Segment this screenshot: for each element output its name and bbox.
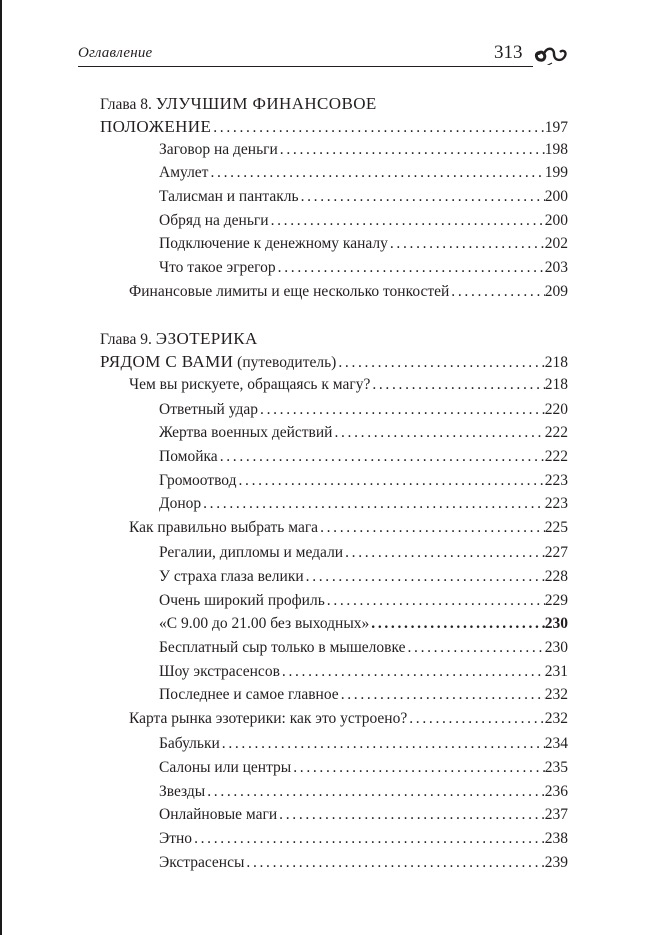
page-ref: 232 — [544, 686, 568, 703]
toc-entry[interactable] — [159, 424, 568, 446]
toc-entry[interactable] — [159, 806, 568, 828]
page-ref: 222 — [544, 448, 568, 465]
toc-entry[interactable] — [159, 544, 568, 566]
entry-title: Этно — [159, 830, 193, 847]
chapter-title-cont: ПОЛОЖЕНИЕ — [100, 117, 212, 136]
dot-leader — [276, 259, 545, 277]
dot-leader — [304, 568, 545, 586]
page-ref: 209 — [544, 283, 568, 300]
dot-leader — [449, 283, 544, 301]
section-title: Чем вы рискуете, обращаясь к магу? — [129, 376, 371, 393]
section-title: Как правильно выбрать мага — [129, 519, 319, 536]
dot-leader — [336, 354, 544, 372]
toc-entry[interactable] — [159, 259, 568, 281]
dot-leader — [277, 806, 545, 824]
dot-leader — [370, 376, 544, 394]
running-head — [78, 40, 578, 72]
toc-entry-highlighted[interactable] — [159, 615, 568, 637]
entry-title: Донор — [159, 495, 202, 512]
page-ref: 227 — [544, 544, 568, 561]
chapter-heading-line1 — [100, 94, 568, 116]
toc-section[interactable] — [129, 710, 568, 732]
entry-title: Громоотвод — [159, 472, 237, 489]
page-ref: 234 — [544, 735, 568, 752]
dot-leader — [211, 119, 545, 137]
page-ref: 237 — [544, 806, 568, 823]
toc-entry[interactable] — [159, 401, 568, 423]
entry-title: Амулет — [159, 164, 209, 181]
chapter-heading-line1 — [100, 329, 568, 351]
dot-leader — [269, 212, 545, 230]
toc-entry[interactable] — [159, 235, 568, 257]
toc-chapter-row[interactable] — [100, 117, 568, 139]
toc-entry[interactable] — [159, 854, 568, 876]
dot-leader — [318, 519, 545, 537]
toc-entry[interactable] — [159, 759, 568, 781]
toc-entry[interactable] — [159, 472, 568, 494]
entry-title: Заговор на деньги — [159, 141, 278, 158]
page-ref: 218 — [544, 376, 568, 393]
page-ref: 199 — [544, 164, 568, 181]
toc-entry[interactable] — [159, 735, 568, 757]
entry-title: Последнее и самое главное — [159, 686, 339, 703]
entry-title: Жертва военных действий — [159, 424, 333, 441]
page-ref: 203 — [544, 259, 568, 276]
scroll-flourish-icon — [532, 43, 572, 65]
entry-title: Обряд на деньги — [159, 212, 269, 229]
page-ref: 223 — [544, 495, 568, 512]
dot-leader — [280, 663, 545, 681]
page-ref: 220 — [544, 401, 568, 418]
toc-section[interactable] — [129, 376, 568, 398]
dot-leader — [201, 495, 545, 513]
toc-entry[interactable] — [159, 830, 568, 852]
toc-section[interactable] — [129, 519, 568, 541]
chapter-label: Глава 8. — [100, 96, 152, 113]
dot-leader — [291, 759, 545, 777]
page-ref: 230 — [544, 639, 568, 656]
dot-leader — [244, 854, 544, 872]
toc-entry[interactable] — [159, 495, 568, 517]
dot-leader — [339, 686, 545, 704]
page-ref: 230 — [544, 615, 568, 632]
entry-title: Бабульки — [159, 735, 220, 752]
toc-entry[interactable] — [159, 448, 568, 470]
dot-leader — [208, 164, 544, 182]
dot-leader — [220, 735, 545, 753]
page-ref: 232 — [544, 710, 568, 727]
dot-leader — [236, 472, 544, 490]
page-edge-border — [0, 0, 2, 935]
chapter-title-cont: РЯДОМ С ВАМИ — [100, 352, 234, 371]
toc-entry[interactable] — [159, 663, 568, 685]
dot-leader — [278, 141, 545, 159]
dot-leader — [299, 188, 545, 206]
dot-leader — [258, 401, 545, 419]
dot-leader — [343, 544, 545, 562]
running-head-rule — [78, 66, 533, 67]
entry-title: Салоны или центры — [159, 759, 292, 776]
entry-title: Очень широкий профиль — [159, 592, 325, 609]
entry-title: Талисман и пантакль — [159, 188, 299, 205]
page-ref: 238 — [544, 830, 568, 847]
entry-title: «С 9.00 до 21.00 без выходных» — [159, 615, 370, 632]
entry-title: Что такое эгрегор — [159, 259, 276, 276]
dot-leader — [332, 424, 544, 442]
toc-entry[interactable] — [159, 568, 568, 590]
dot-leader — [192, 830, 545, 848]
entry-title: Помойка — [159, 448, 218, 465]
page-ref: 198 — [544, 141, 568, 158]
page-ref: 239 — [544, 854, 568, 871]
section-title: Финансовые лимиты и еще несколько тонкостей — [129, 283, 450, 300]
page-ref: 229 — [544, 592, 568, 609]
entry-title: Звезды — [159, 783, 206, 800]
page-ref: 200 — [544, 188, 568, 205]
toc-entry[interactable] — [159, 783, 568, 805]
page-number: 313 — [494, 42, 523, 63]
page-ref: 223 — [544, 472, 568, 489]
toc-entry[interactable] — [159, 188, 568, 210]
page-ref: 218 — [544, 354, 568, 371]
chapter-title: ЭЗОТЕРИКА — [155, 329, 258, 348]
toc-section[interactable] — [129, 283, 568, 305]
page-ref: 222 — [544, 424, 568, 441]
toc-entry[interactable] — [159, 592, 568, 614]
chapter-title: УЛУЧШИМ ФИНАНСОВОЕ — [155, 94, 377, 113]
toc-entry[interactable] — [159, 141, 568, 163]
entry-title: Экстрасенсы — [159, 854, 245, 871]
page-ref: 235 — [544, 759, 568, 776]
toc-entry[interactable] — [159, 686, 568, 708]
section-title: Карта рынка эзотерики: как это устроено? — [129, 710, 408, 727]
chapter-label: Глава 9. — [100, 331, 152, 348]
entry-title: Подключение к денежному каналу — [159, 235, 388, 252]
page-ref: 225 — [544, 519, 568, 536]
dot-leader — [218, 448, 545, 466]
page-ref: 236 — [544, 783, 568, 800]
toc-chapter-row[interactable] — [100, 352, 568, 374]
entry-title: Онлайновые маги — [159, 806, 278, 823]
entry-title: Регалии, дипломы и медали — [159, 544, 344, 561]
page-ref: 228 — [544, 568, 568, 585]
page-ref: 202 — [544, 235, 568, 252]
page-ref: 197 — [544, 119, 568, 136]
page-ref: 231 — [544, 663, 568, 680]
dot-leader — [325, 592, 545, 610]
entry-title: У страха глаза велики — [159, 568, 304, 585]
toc-entry[interactable] — [159, 639, 568, 661]
toc-entry[interactable] — [159, 164, 568, 186]
running-head-title: Оглавление — [78, 45, 153, 61]
toc-entry[interactable] — [159, 212, 568, 234]
entry-title: Ответный удар — [159, 401, 259, 418]
dot-leader — [405, 639, 544, 657]
dot-leader — [407, 710, 545, 728]
page-ref: 200 — [544, 212, 568, 229]
dot-leader — [388, 235, 545, 253]
entry-title: Шоу экстрасенсов — [159, 663, 280, 680]
entry-title: Бесплатный сыр только в мышеловке — [159, 639, 406, 656]
chapter-subtitle: (путеводитель) — [237, 354, 337, 371]
dot-leader — [205, 783, 545, 801]
dot-leader — [369, 615, 544, 633]
